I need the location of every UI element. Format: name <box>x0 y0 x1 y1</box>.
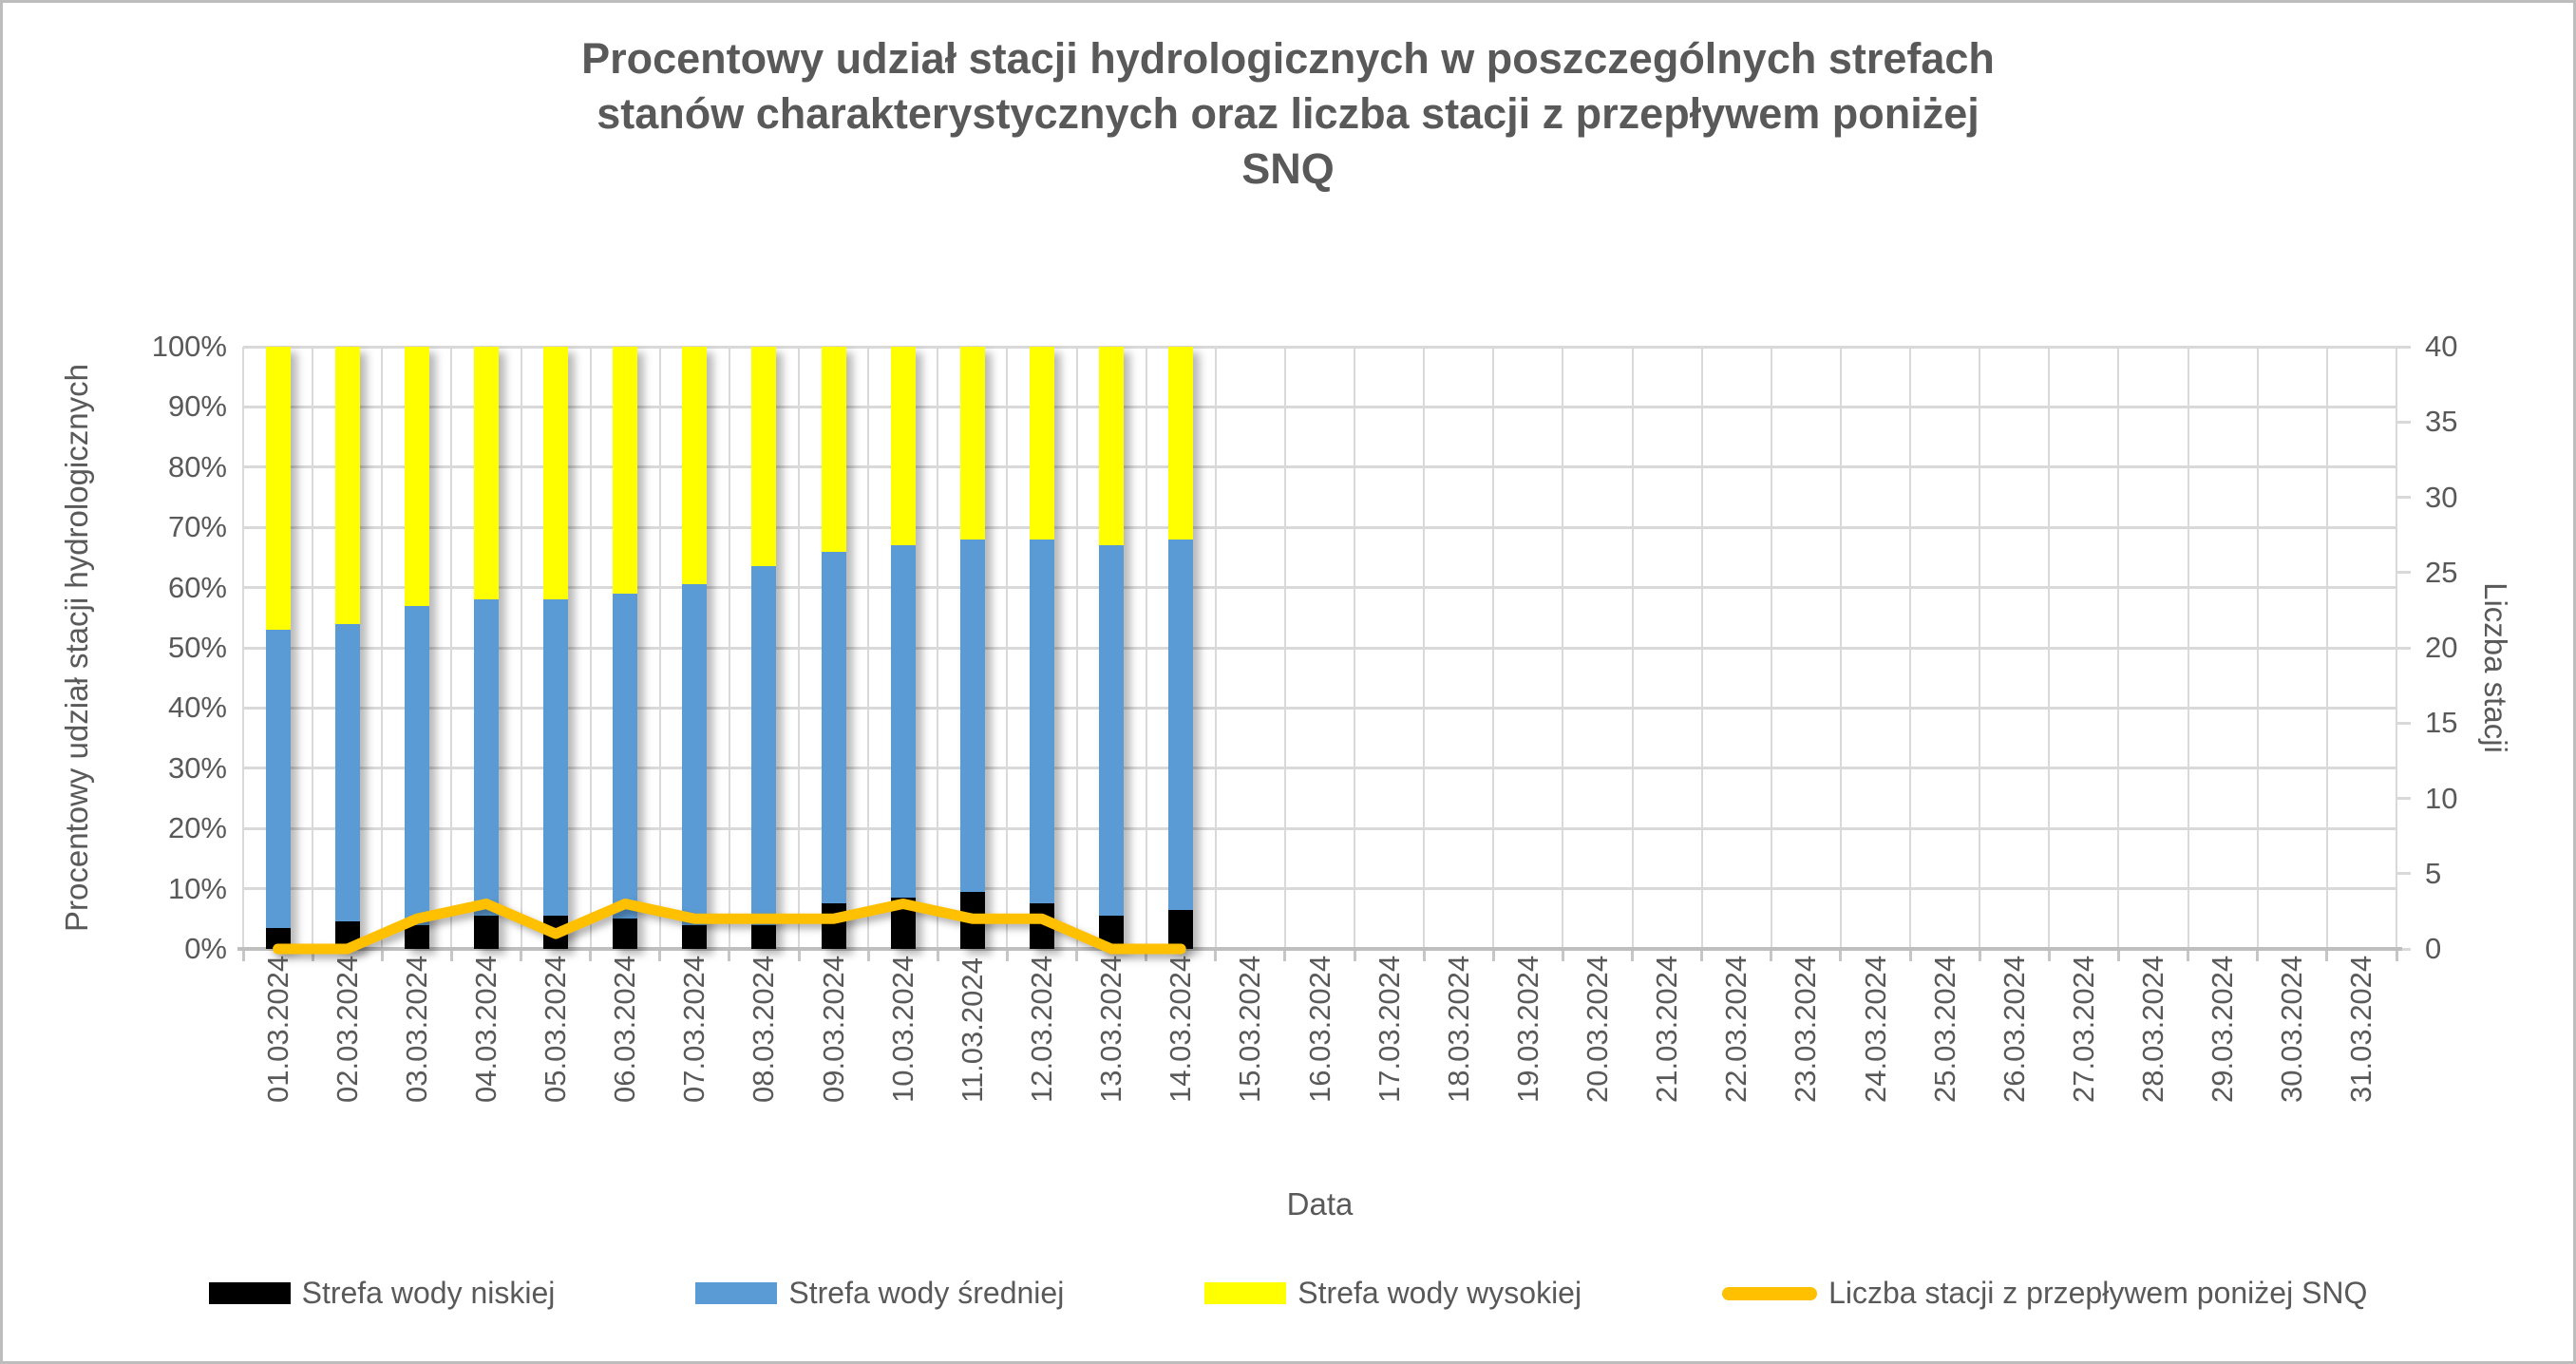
bar-segment-mid <box>335 624 360 922</box>
x-gridline <box>2257 347 2259 949</box>
bar-segment-mid <box>1099 545 1124 916</box>
bar-segment-low <box>335 921 360 949</box>
bar-segment-high <box>1099 347 1124 545</box>
x-axis-tick-label: 10.03.2024 <box>885 955 919 1103</box>
x-gridline <box>1909 347 1911 949</box>
bar-segment-low <box>751 925 776 949</box>
x-gridline <box>381 347 383 949</box>
chart-title-line-3: SNQ <box>1241 144 1335 193</box>
bar-stack <box>751 347 776 949</box>
x-gridline <box>867 347 869 949</box>
x-axis-tick-label: 15.03.2024 <box>1233 955 1267 1103</box>
y-axis-tick-label-left: 40% <box>167 691 227 725</box>
bar-segment-low <box>543 916 568 949</box>
bar-segment-mid <box>682 584 707 924</box>
right-axis-tick <box>2396 421 2411 424</box>
bar-segment-high <box>751 347 776 566</box>
y-axis-tick-label-left: 90% <box>167 389 227 424</box>
bar-segment-low <box>891 898 916 949</box>
bar-segment-mid <box>1168 540 1193 910</box>
x-gridline <box>590 347 592 949</box>
y-axis-tick-label-left: 20% <box>167 811 227 845</box>
right-axis-title: Liczba stacji <box>2478 582 2513 753</box>
y-axis-tick-label-left: 60% <box>167 570 227 604</box>
bar-stack <box>474 347 499 949</box>
bar-segment-mid <box>751 566 776 924</box>
x-axis-tick-label: 25.03.2024 <box>1927 955 1961 1103</box>
x-axis-tick-label: 19.03.2024 <box>1510 955 1544 1103</box>
x-axis-tick-label: 21.03.2024 <box>1650 955 1684 1103</box>
legend-label: Strefa wody wysokiej <box>1297 1276 1582 1310</box>
legend-line-swatch <box>1722 1287 1817 1300</box>
bar-segment-mid <box>474 599 499 916</box>
x-axis-tick-label: 17.03.2024 <box>1372 955 1406 1103</box>
bar-segment-low <box>960 892 985 949</box>
y-axis-tick-label-right: 35 <box>2425 405 2458 439</box>
x-gridline <box>2048 347 2050 949</box>
legend-color-swatch <box>1204 1282 1286 1304</box>
y-axis-tick-label-left: 0% <box>184 932 227 965</box>
y-axis-tick-label-right: 5 <box>2425 856 2442 890</box>
bar-stack <box>335 347 360 949</box>
bar-segment-low <box>613 919 637 949</box>
x-gridline <box>450 347 452 949</box>
bar-segment-low <box>682 925 707 949</box>
x-axis-tick-label: 22.03.2024 <box>1719 955 1753 1103</box>
bar-segment-mid <box>822 552 846 904</box>
x-axis-tick-label: 20.03.2024 <box>1581 955 1615 1103</box>
x-axis-tick-label: 04.03.2024 <box>468 955 502 1103</box>
x-axis-tick-label: 11.03.2024 <box>955 957 989 1103</box>
right-axis-tick <box>2396 872 2411 875</box>
x-axis-tick-label: 08.03.2024 <box>747 955 781 1103</box>
x-gridline <box>1284 347 1286 949</box>
chart-title <box>3 31 2573 197</box>
x-gridline <box>521 347 522 949</box>
bar-stack <box>822 347 846 949</box>
x-axis-tick-label: 06.03.2024 <box>608 955 642 1103</box>
bar-segment-low <box>1030 903 1054 949</box>
legend-label: Strefa wody niskiej <box>301 1276 556 1310</box>
y-axis-tick-label-left: 80% <box>167 449 227 483</box>
x-axis-tick-label: 09.03.2024 <box>816 955 850 1103</box>
bar-stack <box>960 347 985 949</box>
bar-stack <box>891 347 916 949</box>
x-axis-tick-label: 31.03.2024 <box>2344 955 2378 1103</box>
bar-segment-high <box>543 347 568 599</box>
bar-segment-high <box>822 347 846 552</box>
legend-item <box>695 1276 1064 1311</box>
bar-segment-low <box>1099 916 1124 949</box>
x-axis-tick-label: 07.03.2024 <box>677 955 711 1103</box>
right-axis-tick <box>2396 797 2411 800</box>
y-axis-tick-label-left: 70% <box>167 510 227 544</box>
bar-segment-high <box>891 347 916 545</box>
x-gridline <box>729 347 730 949</box>
x-gridline <box>312 347 313 949</box>
legend-label: Strefa wody średniej <box>788 1276 1065 1310</box>
bar-segment-high <box>335 347 360 624</box>
x-gridline <box>1354 347 1355 949</box>
legend-color-swatch <box>695 1282 777 1304</box>
x-axis-tick-label: 29.03.2024 <box>2206 955 2240 1103</box>
right-axis-tick <box>2396 571 2411 574</box>
x-gridline <box>1701 347 1703 949</box>
bar-segment-high <box>266 347 291 630</box>
y-axis-tick-label-right: 40 <box>2425 330 2458 363</box>
x-gridline <box>1423 347 1425 949</box>
bar-segment-low <box>822 903 846 949</box>
x-gridline <box>937 347 938 949</box>
x-gridline <box>1771 347 1772 949</box>
x-gridline <box>1146 347 1147 949</box>
plot-area <box>243 347 2396 949</box>
right-axis-tick <box>2396 647 2411 650</box>
y-axis-tick-label-left: 50% <box>167 631 227 664</box>
x-axis-tick-label: 05.03.2024 <box>539 955 573 1103</box>
legend-color-swatch <box>209 1282 291 1304</box>
bar-segment-mid <box>613 594 637 919</box>
x-gridline <box>1006 347 1008 949</box>
bar-stack <box>1099 347 1124 949</box>
legend-item <box>1204 1276 1582 1311</box>
y-axis-tick-label-right: 25 <box>2425 555 2458 589</box>
y-axis-tick-label-left: 10% <box>167 871 227 905</box>
y-axis-tick-label-right: 10 <box>2425 781 2458 815</box>
chart-title-line-2: stanów charakterystycznych oraz liczba stacji z przepływem poniżej <box>597 89 1979 138</box>
x-gridline <box>1840 347 1842 949</box>
bar-segment-mid <box>405 606 429 925</box>
x-axis-tick-label: 14.03.2024 <box>1164 955 1198 1103</box>
bar-segment-high <box>613 347 637 594</box>
x-gridline <box>1979 347 1980 949</box>
x-axis-tick-label: 28.03.2024 <box>2136 955 2170 1103</box>
x-gridline <box>1562 347 1563 949</box>
bar-segment-high <box>474 347 499 599</box>
bar-stack <box>1030 347 1054 949</box>
bar-segment-high <box>682 347 707 584</box>
bar-segment-low <box>474 916 499 949</box>
legend <box>3 1276 2573 1311</box>
x-gridline <box>242 347 244 949</box>
x-gridline <box>798 347 800 949</box>
bar-segment-high <box>1168 347 1193 540</box>
bar-segment-high <box>405 347 429 606</box>
y-axis-tick-label-right: 15 <box>2425 706 2458 740</box>
x-axis-tick-label: 13.03.2024 <box>1094 955 1128 1103</box>
bar-segment-low <box>1168 910 1193 949</box>
x-axis-tick-label: 24.03.2024 <box>1858 955 1892 1103</box>
x-axis-tick-label: 02.03.2024 <box>330 955 364 1103</box>
x-gridline <box>2326 347 2328 949</box>
y-axis-tick-label-right: 20 <box>2425 631 2458 664</box>
bar-stack <box>682 347 707 949</box>
x-axis-tick-label: 12.03.2024 <box>1024 955 1058 1103</box>
x-axis-tick-label: 27.03.2024 <box>2066 955 2100 1103</box>
right-axis-tick <box>2396 346 2411 349</box>
bar-stack <box>1168 347 1193 949</box>
x-axis-tick-label: 26.03.2024 <box>1997 955 2031 1103</box>
x-axis-tick-label: 16.03.2024 <box>1302 955 1336 1103</box>
x-axis-title: Data <box>1286 1186 1354 1222</box>
y-axis-tick-label-right: 0 <box>2425 932 2442 965</box>
legend-item <box>209 1276 556 1311</box>
chart-title-line-1: Procentowy udział stacji hydrologicznych w poszczególnych strefach <box>581 34 1995 83</box>
right-axis-tick <box>2396 722 2411 725</box>
legend-item <box>1722 1276 2367 1311</box>
x-gridline <box>2117 347 2119 949</box>
bar-segment-low <box>266 928 291 949</box>
right-axis-tick <box>2396 496 2411 499</box>
left-axis-title: Procentowy udział stacji hydrologicznych <box>59 364 94 932</box>
bar-stack <box>613 347 637 949</box>
bar-stack <box>266 347 291 949</box>
bar-segment-mid <box>266 630 291 928</box>
x-axis-tick-label: 30.03.2024 <box>2275 955 2309 1103</box>
bar-segment-high <box>1030 347 1054 540</box>
x-axis-tick-label: 01.03.2024 <box>260 955 294 1103</box>
x-gridline <box>2396 347 2397 949</box>
x-gridline <box>2188 347 2189 949</box>
bar-segment-mid <box>1030 540 1054 904</box>
x-gridline <box>1632 347 1634 949</box>
x-gridline <box>1215 347 1217 949</box>
legend-label: Liczba stacji z przepływem poniżej SNQ <box>1828 1276 2368 1310</box>
y-axis-tick-label-left: 100% <box>151 330 227 363</box>
bar-segment-mid <box>960 540 985 892</box>
x-axis-tick-label: 23.03.2024 <box>1789 955 1823 1103</box>
x-gridline <box>1492 347 1494 949</box>
bar-segment-mid <box>543 599 568 916</box>
x-gridline <box>659 347 661 949</box>
x-axis-tick-label: 03.03.2024 <box>399 955 433 1103</box>
bar-segment-mid <box>891 545 916 898</box>
bar-stack <box>543 347 568 949</box>
y-axis-tick-label-left: 30% <box>167 750 227 785</box>
bar-segment-low <box>405 925 429 949</box>
bar-segment-high <box>960 347 985 540</box>
x-gridline <box>1076 347 1078 949</box>
x-axis-tick-label: 18.03.2024 <box>1441 955 1475 1103</box>
bar-stack <box>405 347 429 949</box>
y-axis-tick-label-right: 30 <box>2425 480 2458 514</box>
